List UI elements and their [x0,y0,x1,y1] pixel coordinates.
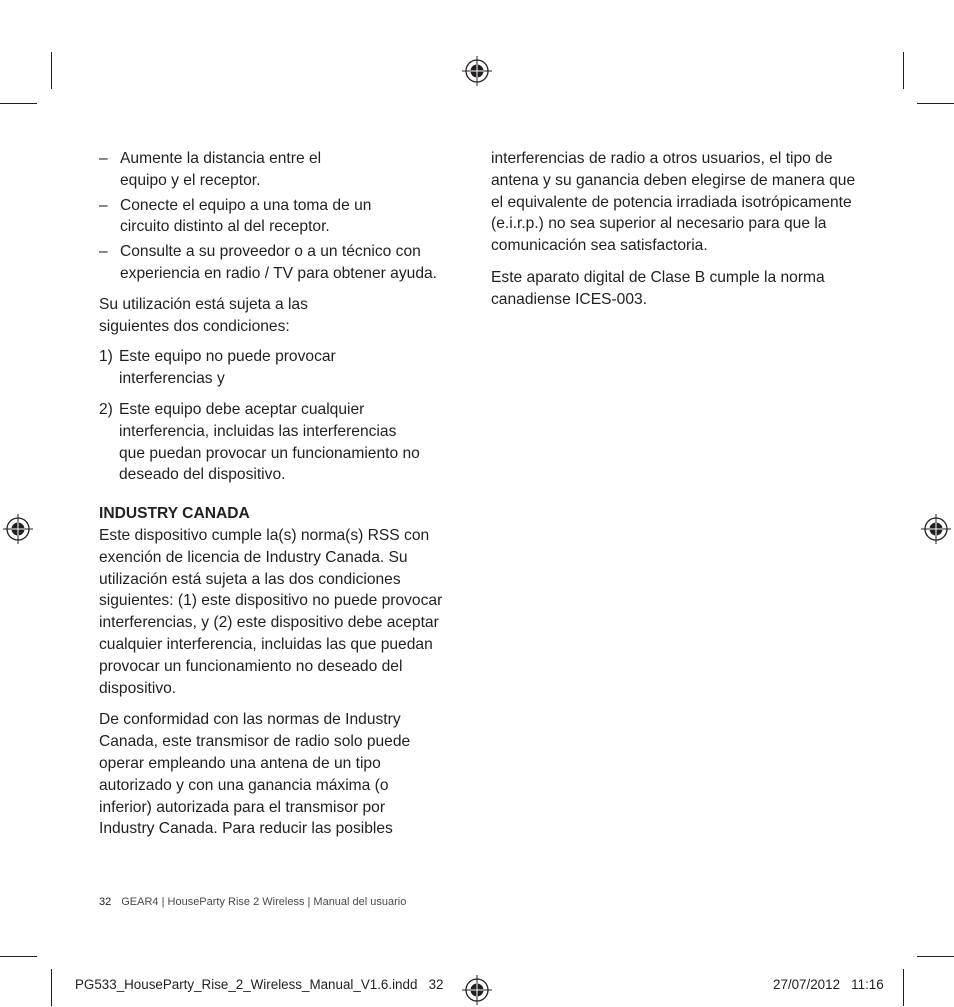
condition-text: Este equipo no puede provocar interferencias y [119,348,336,388]
antenna-paragraph: De conformidad con las normas de Industry Canada, este transmisor de radio solo puede operar empleando una antena de un tipo autorizado y con una ganancia máxima (o inferior) autorizada para el transmisor por Industry Canada. Para reducir las posibles [99,711,411,838]
crop-mark [917,956,954,957]
crop-mark [51,969,52,1006]
bullet-text: Aumente la distancia entre el equipo y el receptor. [120,150,322,189]
conditions-intro: Su utilización está sujeta a las siguientes dos condiciones: [99,295,308,335]
condition-item [99,399,469,486]
left-column [99,148,469,840]
continuation-paragraph: interferencias de radio a otros usuarios, el tipo de antena y su ganancia deben elegirse de manera que el equivalente de potencia irradiada isotrópicamente (e.i.r.p.) no sea superior al necesario para que la comunicación sea satisfactoria. [491,150,856,255]
bullet-dash: – [99,243,108,261]
registration-mark-icon [3,514,33,544]
bullet-dash: – [99,196,108,214]
right-column [491,148,866,311]
condition-number: 2) [99,400,113,418]
class-b-paragraph: Este aparato digital de Clase B cumple la norma canadiense ICES-003. [491,268,825,308]
crop-mark [0,956,37,957]
condition-item [99,346,469,390]
crop-mark [0,103,37,104]
crop-mark [903,52,904,89]
page-footer [99,896,406,908]
crop-mark [917,103,954,104]
bullet-item [99,195,469,239]
registration-mark-icon [921,514,951,544]
bullet-text: Consulte a su proveedor o a un técnico con experiencia en radio / TV para obtener ayuda. [120,243,437,282]
registration-mark-icon [462,975,492,1005]
running-title: GEAR4 | HouseParty Rise 2 Wireless | Manual del usuario [121,896,407,908]
crop-mark [903,969,904,1006]
slug-datetime: 27/07/2012 11:16 [773,977,884,992]
bullet-item [99,148,469,192]
condition-text: Este equipo debe aceptar cualquier interferencia, incluidas las interferencias que puedan provocar un funcionamiento no deseado del dispositivo. [119,400,420,484]
crop-mark [51,52,52,89]
bullet-dash: – [99,150,108,167]
ic-paragraph: Este dispositivo cumple la(s) norma(s) RSS con exención de licencia de Industry Canada. Su utilización está sujeta a las dos condiciones siguientes: (1) este dispositivo no puede provocar interferencias, y (2) este dispositivo debe aceptar cualquier interferencia, incluidas las que puedan provocar un funcionamiento no deseado del dispositivo. [99,526,443,697]
slug-filename: PG533_HouseParty_Rise_2_Wireless_Manual_V1.6.indd 32 [75,977,444,992]
condition-number: 1) [99,348,113,366]
bullet-text: Conecte el equipo a una toma de un circuito distinto al del receptor. [120,196,372,236]
bullet-item [99,241,469,285]
page-number: 32 [99,896,112,908]
registration-mark-icon [462,56,492,86]
section-heading: INDUSTRY CANADA [99,505,250,523]
